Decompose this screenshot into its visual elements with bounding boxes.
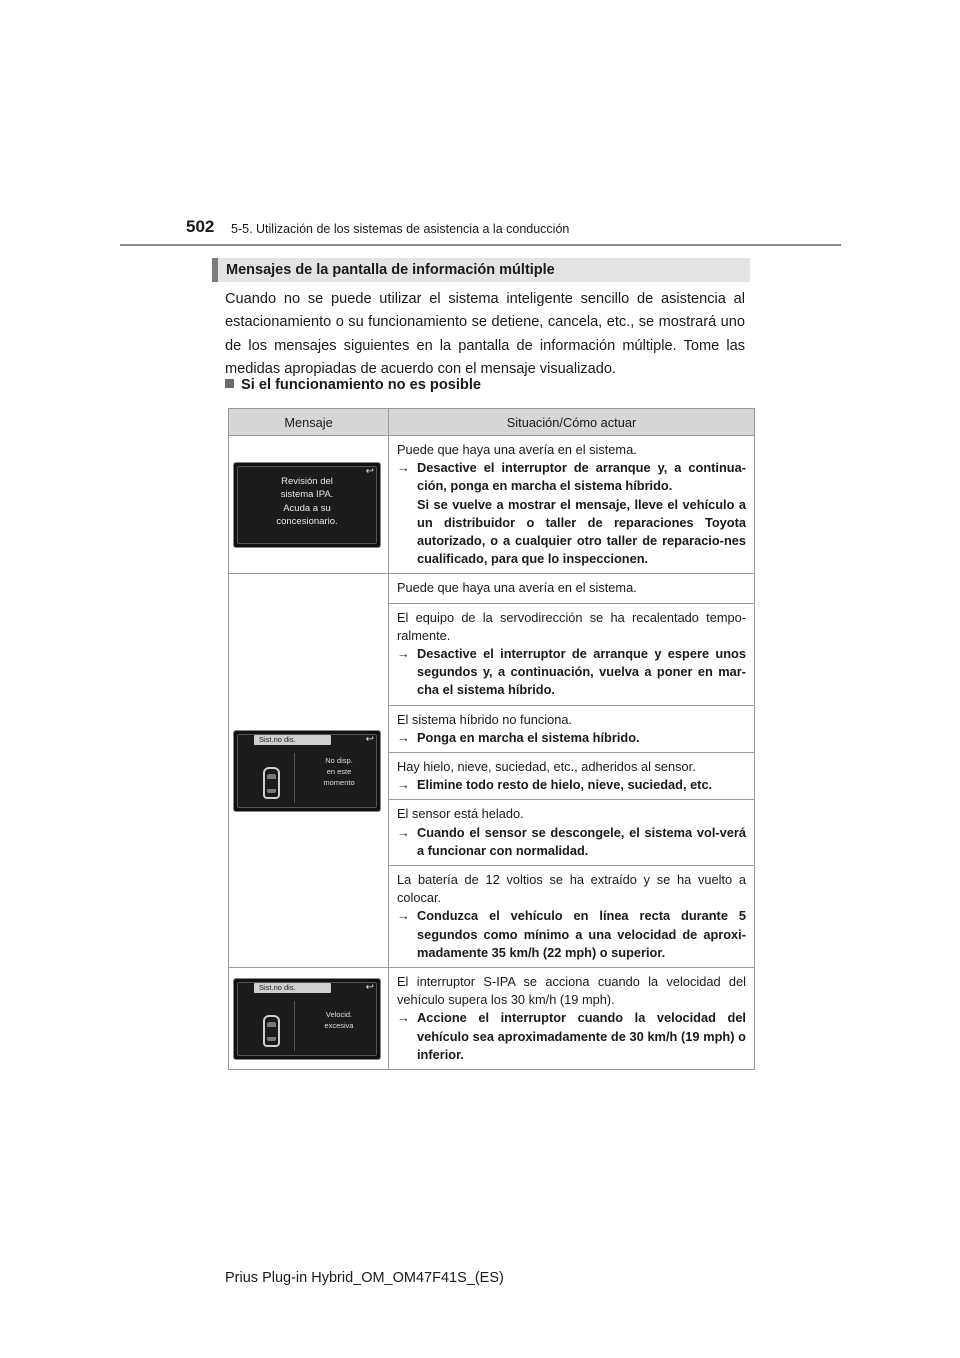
action: → Cuando el sensor se descongele, el sistema vol-verá a funcionar con normalidad. <box>397 824 746 860</box>
situation-cell <box>389 574 755 603</box>
display-screen-overspeed <box>233 978 381 1060</box>
square-bullet-icon <box>225 379 234 388</box>
section-heading-bar <box>212 258 218 282</box>
car-display <box>246 753 295 803</box>
return-arrow-icon: ↩ <box>365 465 374 477</box>
table-row <box>229 436 755 574</box>
car-display <box>246 1001 295 1051</box>
intro-paragraph: Cuando no se puede utilizar el sistema inteligente sencillo de asistencia al estacionamiento o su funcionamiento se detiene, cancela, etc., se mostrará uno de los mensajes siguientes en la pantalla de información múltiple. Tome las medidas apropiadas de acuerdo con el mensaje visualizado. <box>225 291 745 378</box>
arrow-icon: → <box>397 777 410 793</box>
situation-cell <box>389 968 755 1070</box>
action: → Desactive el interruptor de arranque y, a continua-ción, ponga en marcha el sistema híbrido. <box>397 459 746 495</box>
message-table <box>228 408 755 1070</box>
screen-message: Revisión del sistema IPA. Acuda a su concesionario. <box>276 475 338 528</box>
subheading <box>225 377 481 393</box>
column-header-situation: Situación/Cómo actuar <box>389 409 755 436</box>
display-screen-not-available <box>233 730 381 812</box>
subheading-text: Si el funcionamiento no es posible <box>241 377 482 393</box>
arrow-icon: → <box>397 729 410 745</box>
situation-cell <box>389 603 755 705</box>
footer-manual-id: Prius Plug-in Hybrid_OM_OM47F41S_(ES) <box>225 1270 504 1286</box>
table-header-row <box>229 409 755 436</box>
screen-tag: Sist.no dis. <box>254 735 331 745</box>
table-row <box>229 574 755 603</box>
arrow-icon: → <box>397 646 410 662</box>
action: → Ponga en marcha el sistema híbrido. <box>397 729 746 747</box>
situation-cell <box>389 800 755 866</box>
situation-cell <box>389 866 755 968</box>
message-cell <box>229 574 389 968</box>
screen-tag: Sist.no dis. <box>254 983 331 993</box>
arrow-icon: → <box>397 1010 410 1026</box>
action: → Elimine todo resto de hielo, nieve, suciedad, etc. <box>397 776 746 794</box>
situation-cell <box>389 436 755 574</box>
situation-cell <box>389 753 755 800</box>
column-header-message: Mensaje <box>229 409 389 436</box>
return-arrow-icon: ↩ <box>365 733 374 745</box>
action: → Desactive el interruptor de arranque y espere unos segundos y, a continuación, vuelva a poner en mar-cha el sistema híbrido. <box>397 645 746 700</box>
situation-text: El equipo de la servodirección se ha recalentado tempo-ralmente. <box>397 609 746 643</box>
situation-text: La batería de 12 voltios se ha extraído y se ha vuelto a colocar. <box>397 872 746 906</box>
screen-message: Velocid. excesiva <box>324 1009 354 1030</box>
display-screen-ipa-check <box>233 462 381 548</box>
action-extra: Si se vuelve a mostrar el mensaje, lleve el vehículo a un distribuidor o taller de reparaciones Toyota autorizado, o a cualquier otro taller de reparacio-nes cualificado, para que lo inspeccionen. <box>417 496 746 567</box>
section-heading-text: Mensajes de la pantalla de información múltiple <box>226 262 555 278</box>
header-divider <box>120 244 841 246</box>
situation-text: El sensor está helado. <box>397 806 524 822</box>
screen-message: No disp. en este momento <box>323 755 355 787</box>
situation-text: Hay hielo, nieve, suciedad, etc., adheridos al sensor. <box>397 759 696 775</box>
action: → Accione el interruptor cuando la velocidad del vehículo sea aproximadamente de 30 km/h (19 mph) o inferior. <box>397 1009 746 1064</box>
return-arrow-icon: ↩ <box>365 981 374 993</box>
car-icon <box>263 767 280 799</box>
arrow-icon: → <box>397 460 410 476</box>
message-cell <box>229 436 389 574</box>
situation-text: El sistema híbrido no funciona. <box>397 711 572 727</box>
section-heading <box>212 258 750 282</box>
page-number: 502 <box>186 217 215 236</box>
arrow-icon: → <box>397 824 410 840</box>
car-icon <box>263 1015 280 1047</box>
table-row <box>229 968 755 1070</box>
situation-text: Puede que haya una avería en el sistema. <box>397 442 637 457</box>
situation-cell <box>389 705 755 752</box>
situation-text: Puede que haya una avería en el sistema. <box>397 580 637 596</box>
action: → Conduzca el vehículo en línea recta durante 5 segundos como mínimo a una velocidad de aproxi-madamente 35 km/h (22 mph) o superior. <box>397 907 746 962</box>
arrow-icon: → <box>397 908 410 924</box>
message-cell <box>229 968 389 1070</box>
situation-text: El interruptor S-IPA se acciona cuando la velocidad del vehículo supera los 30 km/h (19 mph). <box>397 974 746 1008</box>
chapter-title: 5-5. Utilización de los sistemas de asistencia a la conducción <box>231 222 570 236</box>
